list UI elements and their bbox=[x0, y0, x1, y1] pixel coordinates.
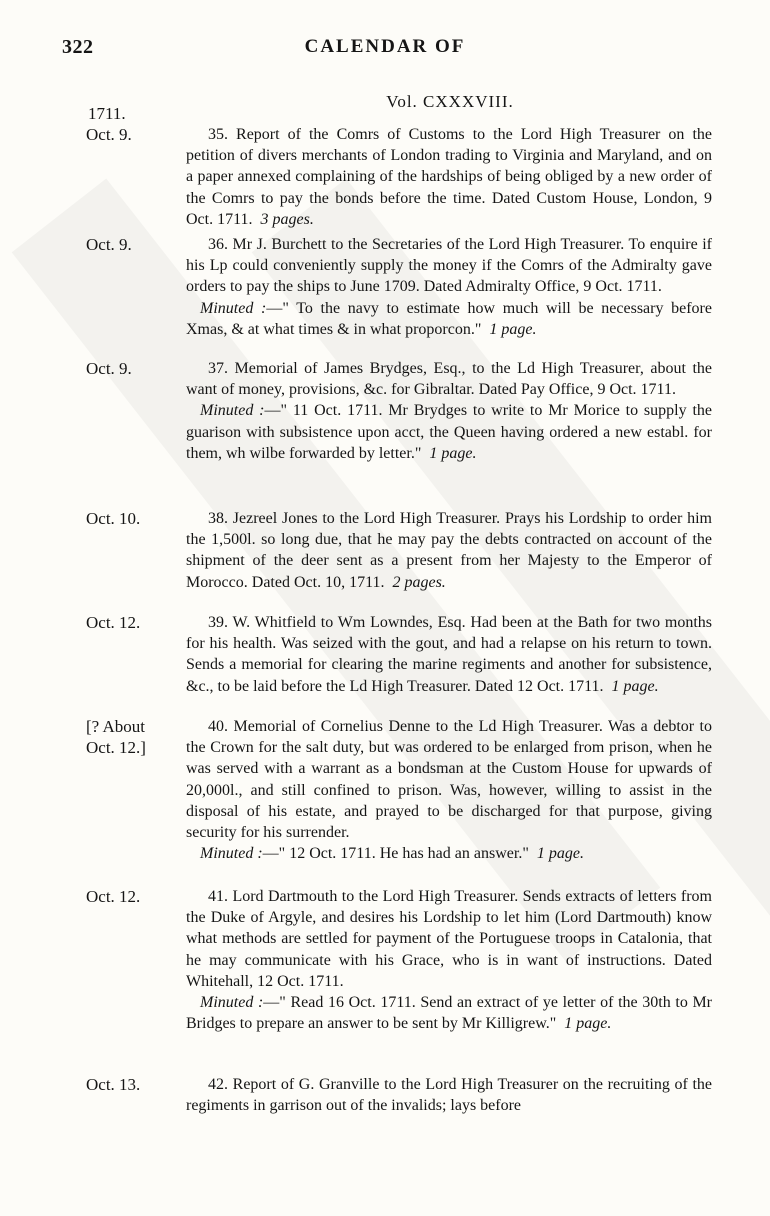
entry-text: 36. Mr J. Burchett to the Secretaries of the Lord High Treasurer. To enquire if his Lp could conveniently supply the money if the Comrs of the Admiralty gave orders to pay the ships to June 1709. Dated Admiralty Office, 9 Oct. 1711. bbox=[186, 236, 712, 296]
minuted-text: —" 11 Oct. 1711. Mr Brydges to write to Mr Morice to supply the guarison with subsistence upon acct, the Queen having ordered a new establ. for them, wh wilbe forwarded by letter." bbox=[186, 402, 712, 462]
calendar-entry-41 bbox=[86, 886, 712, 1034]
minuted-note bbox=[186, 400, 712, 464]
entry-date: Oct. 12. bbox=[86, 613, 141, 632]
entry-text: 35. Report of the Comrs of Customs to the Lord High Treasurer on the petition of divers merchants of London trading to Virginia and Maryland, and on a paper annexed complaining of the hardships of being obliged by a new order of the Comrs to pay the bonds before the time. Dated Custom House, London, 9 Oct. 1711. bbox=[186, 126, 712, 228]
entry-date: Oct. 12. bbox=[86, 887, 141, 906]
entry-body bbox=[186, 234, 712, 340]
year-label: 1711. bbox=[88, 104, 126, 123]
minuted-note bbox=[186, 843, 712, 864]
minuted-label: Minuted : bbox=[200, 845, 263, 863]
running-title: CALENDAR OF bbox=[304, 36, 466, 57]
entry-text: 37. Memorial of James Brydges, Esq., to the Ld High Treasurer, about the want of money, provisions, &c. for Gibraltar. Dated Pay Office, 9 Oct. 1711. bbox=[186, 360, 712, 399]
entry-date: [? About Oct. 12.] bbox=[86, 717, 146, 757]
entry-pages: 2 pages. bbox=[392, 573, 446, 591]
entry-pages: 1 page. bbox=[536, 845, 584, 863]
entry-pages: 1 page. bbox=[611, 677, 659, 695]
calendar-entry-40 bbox=[86, 716, 712, 864]
calendar-entry-42 bbox=[86, 1074, 712, 1116]
minuted-text: —" Read 16 Oct. 1711. Send an extract of ye letter of the 30th to Mr Bridges to prepare an answer to be sent by Mr Killigrew." bbox=[186, 994, 713, 1033]
entry-body bbox=[186, 716, 712, 864]
entry-pages: 1 page. bbox=[564, 1015, 612, 1033]
calendar-entry-36 bbox=[86, 234, 712, 340]
minuted-text: —" 12 Oct. 1711. He has had an answer." bbox=[262, 845, 529, 863]
minuted-note bbox=[186, 992, 712, 1034]
volume-heading: Vol. CXXXVIII. bbox=[386, 92, 514, 111]
minuted-text: —" To the navy to estimate how much will be necessary before Xmas, & at what times & in what proporcon." bbox=[186, 299, 712, 338]
entry-date: Oct. 9. bbox=[86, 125, 132, 144]
entry-pages: 3 pages. bbox=[260, 210, 314, 228]
entry-text: 38. Jezreel Jones to the Lord High Treasurer. Prays his Lordship to order him the 1,500l. so long due, that he may pay the debts contracted on account of the shipment of the deer sent as a present from her Majesty to the Emperor of Morocco. Dated Oct. 10, 1711. bbox=[186, 510, 712, 591]
entry-body bbox=[186, 886, 712, 1034]
entry-text: 42. Report of G. Granville to the Lord High Treasurer on the recruiting of the regiments in garrison out of the invalids; lays before bbox=[186, 1076, 712, 1115]
entry-text: 39. W. Whitfield to Wm Lowndes, Esq. Had been at the Bath for two months for his health. Was seized with the gout, and had a relapse on his return to town. Sends a memorial for clearing the marine regiments and another for subsistence, &c., to be laid before the Ld High Treasurer. Dated 12 Oct. 1711. bbox=[186, 614, 712, 695]
entry-date: Oct. 10. bbox=[86, 509, 141, 528]
minuted-note bbox=[186, 298, 712, 340]
entry-body bbox=[186, 612, 712, 697]
running-head bbox=[62, 36, 708, 62]
minuted-label: Minuted : bbox=[200, 994, 264, 1012]
entry-date: Oct. 9. bbox=[86, 235, 132, 254]
entry-body bbox=[186, 358, 712, 464]
calendar-entry-38 bbox=[86, 508, 712, 593]
entry-date: Oct. 9. bbox=[86, 359, 132, 378]
calendar-entry-39 bbox=[86, 612, 712, 697]
entry-body bbox=[186, 124, 712, 230]
entry-date: Oct. 13. bbox=[86, 1075, 141, 1094]
entry-body bbox=[186, 508, 712, 593]
entry-body bbox=[186, 1074, 712, 1116]
minuted-label: Minuted : bbox=[200, 299, 267, 317]
calendar-entry-37 bbox=[86, 358, 712, 464]
minuted-label: Minuted : bbox=[200, 402, 265, 420]
entry-pages: 1 page. bbox=[429, 444, 477, 462]
entry-pages: 1 page. bbox=[489, 320, 537, 338]
entry-text: 40. Memorial of Cornelius Denne to the Ld High Treasurer. Was a debtor to the Crown for the salt duty, but was ordered to be enlarged from prison, when he was served with a warrant as a bondsman at the Custom House for upwards of 20,000l., and still confined to prison. Was, however, willing to assist in the disposal of his estate, and prayed to be discharged for that purpose, giving security for his surrender. bbox=[186, 718, 712, 842]
calendar-entry-35 bbox=[86, 124, 712, 230]
entry-text: 41. Lord Dartmouth to the Lord High Treasurer. Sends extracts of letters from the Duke of Argyle, and desires his Lordship to let him (Lord Dartmouth) know what methods are settled for payment of the Portuguese troops in Catalonia, that he may communicate with his Grace, who is in want of instructions. Dated Whitehall, 12 Oct. 1711. bbox=[186, 888, 712, 990]
page-number: 322 bbox=[62, 36, 94, 58]
